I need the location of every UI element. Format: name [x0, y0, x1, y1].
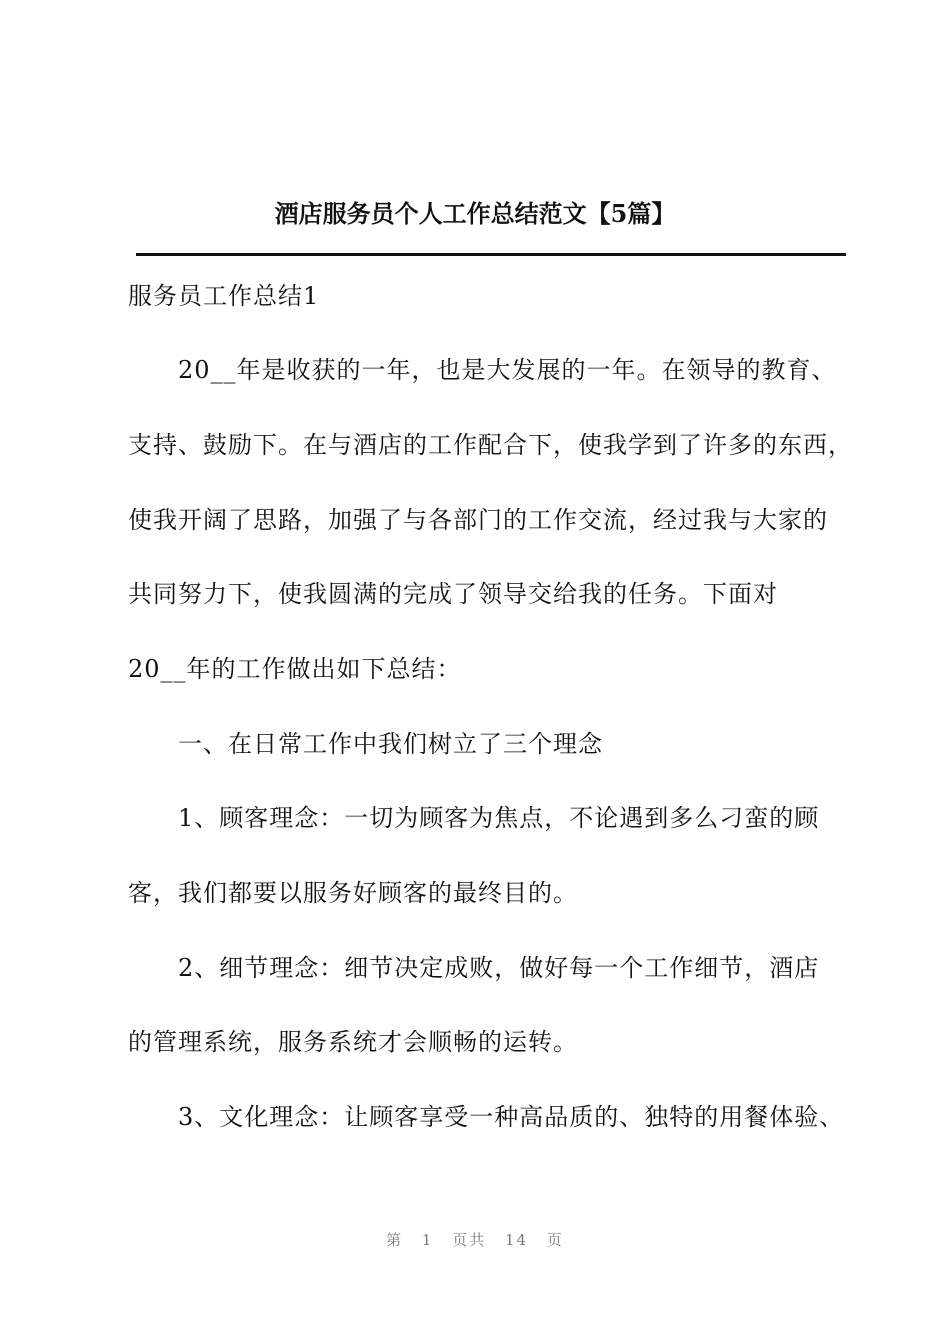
paragraph-line: 支持、鼓励下。在与酒店的工作配合下，使我学到了许多的东西，	[128, 431, 853, 459]
title-underline	[136, 253, 846, 256]
subheading-line: 一、在日常工作中我们树立了三个理念	[178, 730, 603, 758]
paragraph-line: 20__年的工作做出如下总结：	[128, 655, 462, 683]
paragraph-line: 共同努力下，使我圆满的完成了领导交给我的任务。下面对	[128, 580, 778, 608]
paragraph-line: 客，我们都要以服务好顾客的最终目的。	[128, 879, 578, 907]
footer-suffix: 页	[546, 1231, 564, 1249]
paragraph-line: 3、文化理念：让顾客享受一种高品质的、独特的用餐体验、	[178, 1103, 845, 1131]
paragraph-line: 1、顾客理念：一切为顾客为焦点，不论遇到多么刁蛮的顾	[178, 804, 820, 832]
footer-page-label: 第	[386, 1231, 404, 1249]
paragraph-line: 使我开阔了思路，加强了与各部门的工作交流，经过我与大家的	[128, 506, 828, 534]
footer-total-pages: 14	[505, 1231, 529, 1249]
paragraph-line: 的管理系统，服务系统才会顺畅的运转。	[128, 1028, 578, 1056]
footer-page-number: 1	[421, 1231, 434, 1249]
page-footer	[0, 1228, 950, 1252]
document-title: 酒店服务员个人工作总结范文【5篇】	[274, 199, 676, 228]
paragraph-line: 20__年是收获的一年，也是大发展的一年。在领导的教育、	[178, 356, 837, 384]
footer-total-label: 页共	[452, 1231, 487, 1249]
section-heading: 服务员工作总结1	[128, 282, 320, 310]
paragraph-line: 2、细节理念：细节决定成败，做好每一个工作细节，酒店	[178, 954, 820, 982]
